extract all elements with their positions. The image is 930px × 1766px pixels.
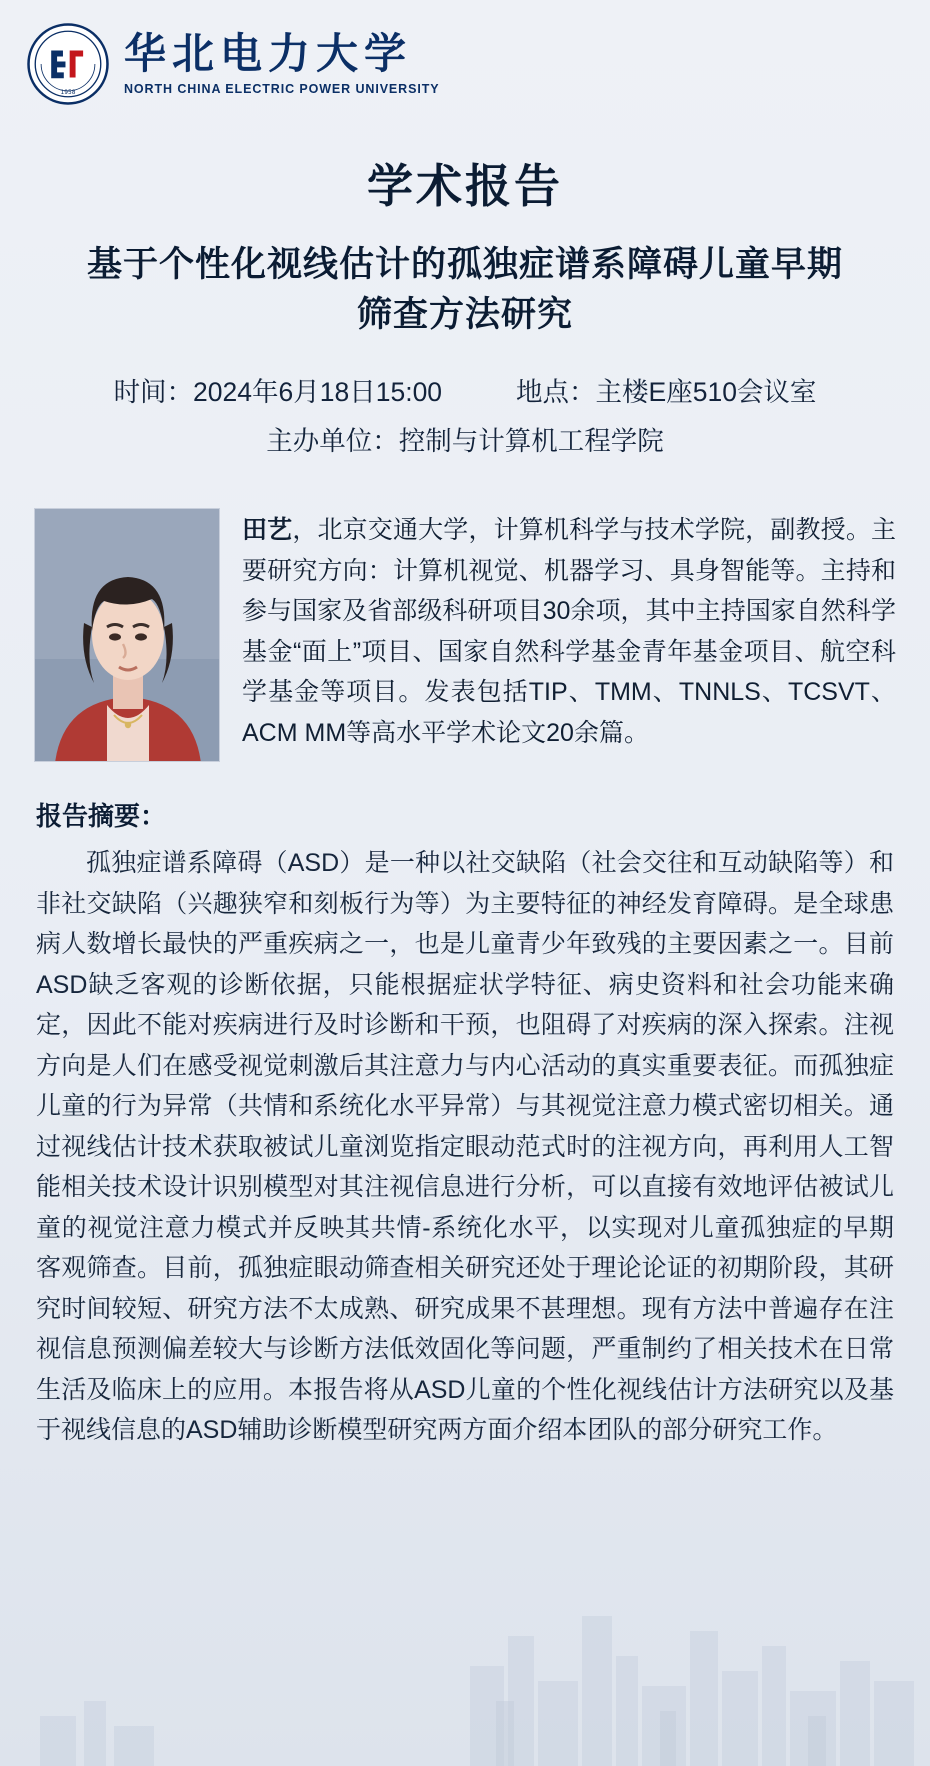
page-title: 学术报告 xyxy=(367,160,563,212)
speaker-name: 田艺 xyxy=(242,516,293,545)
speaker-block xyxy=(34,508,896,762)
event-place: 地点：主楼E座510会议室 xyxy=(516,377,817,408)
document-header xyxy=(0,0,930,112)
abstract-heading: 报告摘要： xyxy=(36,801,167,832)
abstract-block xyxy=(36,796,894,1451)
speaker-portrait xyxy=(34,508,220,762)
event-meta xyxy=(0,369,930,464)
abstract-body: 孤独症谱系障碍（ASD）是一种以社交缺陷（社会交往和互动缺陷等）和非社交缺陷（兴趣狭窄和刻板行为等）为主要特征的神经发育障碍。是全球患病人数增长最快的严重疾病之一，也是儿童青少年致残的主要因素之一。目前ASD缺乏客观的诊断依据，只能根据症状学特征、病史资料和社会功能来确定，因此不能对疾病进行及时诊断和干预，也阻碍了对疾病的深入探索。注视方向是人们在感受视觉刺激后其注意力与内心活动的真实重要表征。而孤独症儿童的行为异常（共情和系统化水平异常）与其视觉注意力模式密切相关。通过视线估计技术获取被试儿童浏览指定眼动范式时的注视方向，再利用人工智能相关技术设计识别模型对其注视信息进行分析，可以直接有效地评估被试儿童的视觉注意力模式并反映其共情-系统化水平，以实现对儿童孤独症的早期客观筛查。目前，孤独症眼动筛查相关研究还处于理论论证的初期阶段，其研究时间较短、研究方法不太成熟、研究成果不甚理想。现有方法中普遍存在注视信息预测偏差较大与诊断方法低效固化等问题，严重制约了相关技术在日常生活及临床上的应用。本报告将从ASD儿童的个性化视线估计方法研究以及基于视线信息的ASD辅助诊断模型研究两方面介绍本团队的部分研究工作。 xyxy=(36,849,894,1445)
university-seal-icon xyxy=(26,22,110,106)
speaker-bio-text: ，北京交通大学，计算机科学与技术学院，副教授。主要研究方向：计算机视觉、机器学习、具身智能等。主持和参与国家及省部级科研项目30余项，其中主持国家自然科学基金“面上”项目、国家自然科学基金青年基金项目、航空科学基金等项目。发表包括TIP、TMM、TNNLS、TCSVT、ACM MM等高水平学术论文20余篇。 xyxy=(242,516,896,747)
university-name-en: NORTH CHINA ELECTRIC POWER UNIVERSITY xyxy=(124,81,440,96)
event-time: 时间：2024年6月18日15:00 xyxy=(113,377,443,408)
svg-text:1958: 1958 xyxy=(60,90,76,97)
event-host: 主办单位：控制与计算机工程学院 xyxy=(266,425,664,456)
university-name-cn: 华北电力大学 xyxy=(124,29,413,79)
speaker-bio xyxy=(242,508,896,753)
skyline-decoration xyxy=(0,1516,930,1766)
talk-title: 基于个性化视线估计的孤独症谱系障碍儿童早期筛查方法研究 xyxy=(86,245,843,334)
title-block xyxy=(0,150,930,339)
